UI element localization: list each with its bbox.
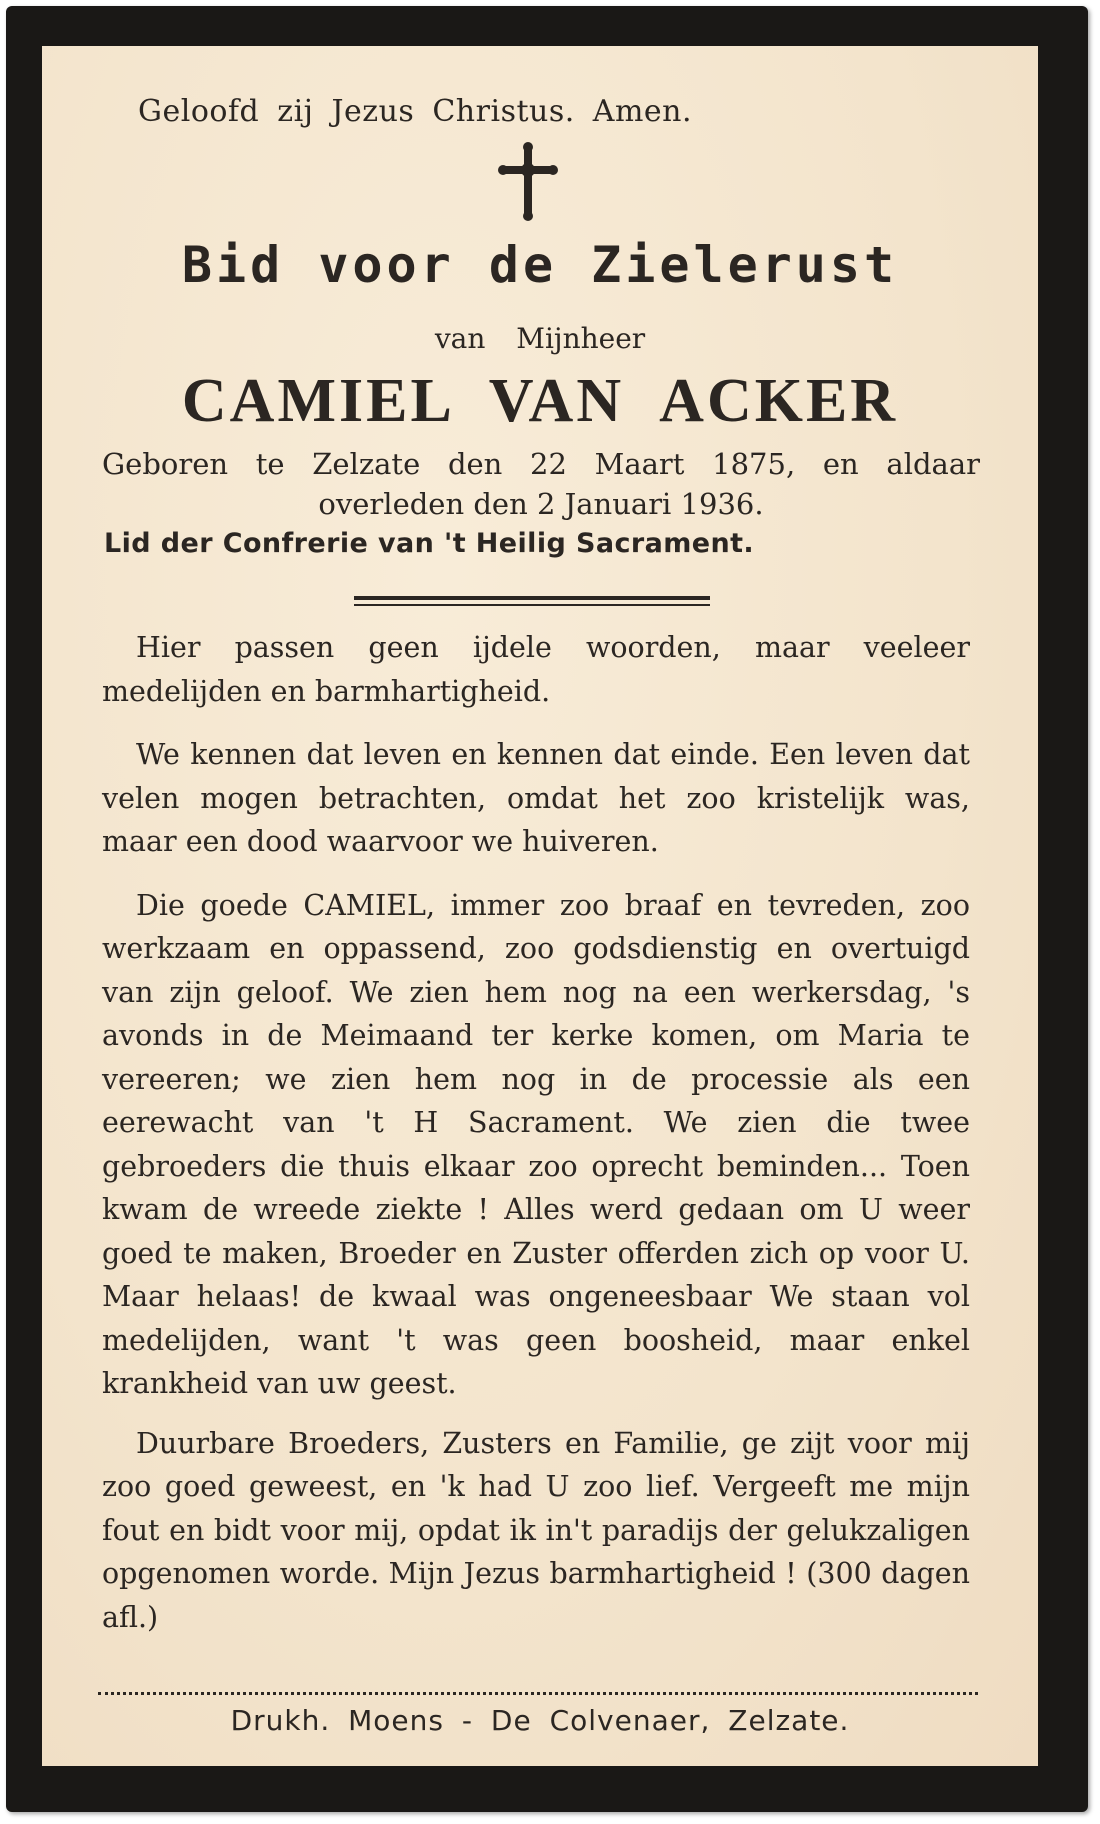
paragraph: We kennen dat leven en kennen dat einde. Een leven dat velen mogen betrachten, omdat het zoo kristelijk was, maar een dood waarvoor we huiveren. [102, 738, 970, 858]
cross-icon [498, 142, 558, 222]
paragraph: Hier passen geen ijdele woorden, maar veeleer medelijden en barmhartigheid. [102, 631, 970, 708]
paragraph: Die goede CAMIEL, immer zoo braaf en tevreden, zoo werkzaam en oppassend, zoo godsdienstig en overtuigd van zijn geloof. We zien hem nog na een werkersdag, 's avonds in de Meimaand ter kerke komen, om Maria te vereeren; we zien hem nog in de processie als een eerewacht van 't H Sacrament. We zien die twee gebroeders die thuis elkaar zoo oprecht beminden... Toen kwam de wreede ziekte ! Alles werd gedaan om U weer goed te maken, Broeder en Zuster offerden zich op voor U. Maar helaas! de kwaal was ongeneesbaar We staan vol medelijden, want 't was geen boosheid, maar enkel krankheid van uw geest. [102, 888, 970, 1400]
printer-credit: Drukh. Moens - De Colvenaer, Zelzate. [230, 1704, 850, 1737]
divider-rule [354, 596, 710, 608]
confrerie-text: Lid der Confrerie van 't Heilig Sacrament. [104, 528, 755, 559]
paragraph: Duurbare Broeders, Zusters en Familie, ge zijt voor mij zoo goed geweest, en 'k had U zoo lief. Vergeeft me mijn fout en bidt voor mij, opdat ik in't paradijs der gelukzaligen opgenomen worde. Mijn Jezus barmhartigheid ! (300 dagen afl.) [102, 1426, 970, 1634]
dotted-divider [98, 1692, 978, 1695]
card-paper [42, 46, 1038, 1766]
memorial-card [6, 6, 1088, 1812]
memorial-text [102, 626, 970, 1659]
van-line: van Mijnheer [434, 322, 646, 355]
invocation-text: Geloofd zij Jezus Christus. Amen. [138, 94, 693, 129]
birth-death-text: Geboren te Zelzate den 22 Maart 1875, en aldaar overleden den 2 Januari 1936. [102, 447, 980, 521]
card-title: Bid voor de Zielerust [181, 236, 899, 294]
deceased-name: CAMIEL VAN ACKER [181, 367, 899, 435]
